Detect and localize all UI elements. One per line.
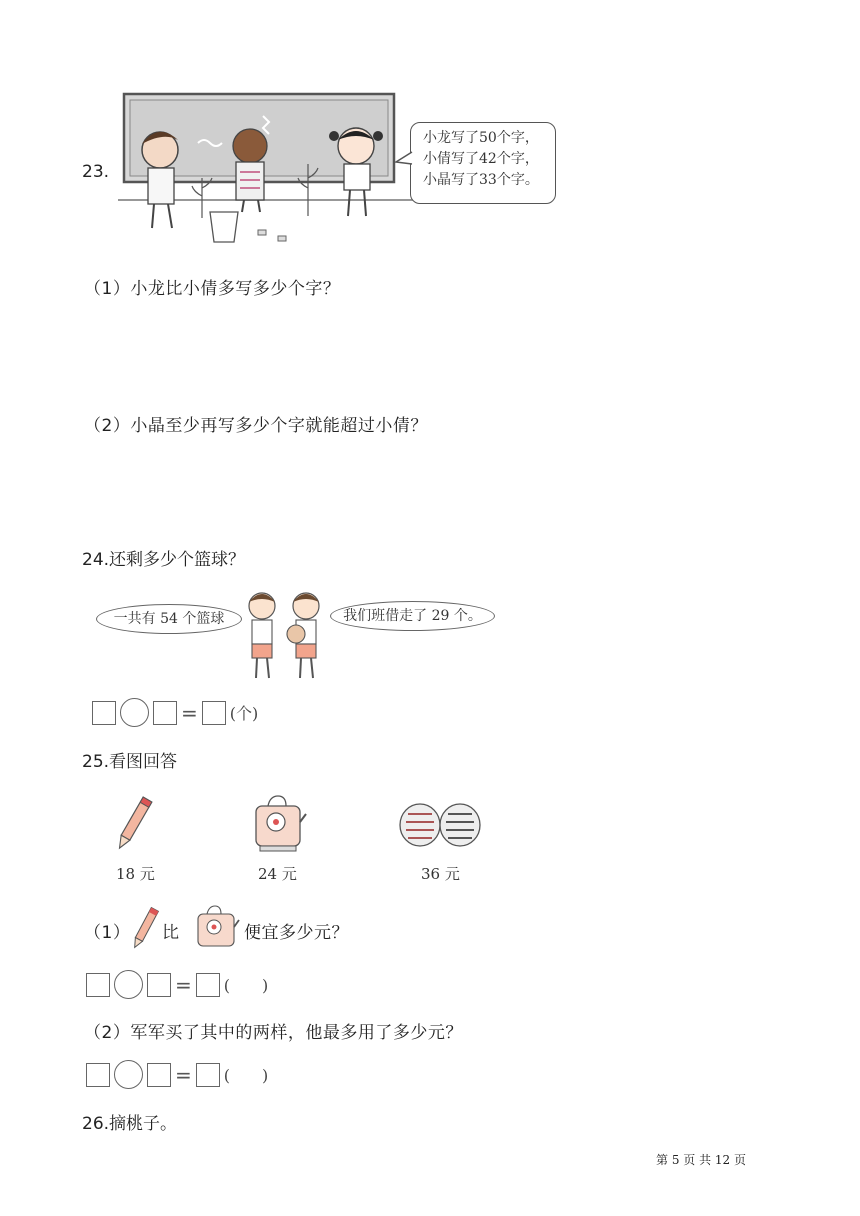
equals-sign: = <box>181 700 198 725</box>
sharpener-icon-small <box>192 902 242 952</box>
answer-box[interactable] <box>196 1063 220 1087</box>
answer-box[interactable] <box>86 1063 110 1087</box>
answer-box[interactable] <box>86 973 110 997</box>
q24-title: 24.还剩多少个篮球？ <box>82 550 246 570</box>
answer-box[interactable] <box>147 1063 171 1087</box>
speech-bubble-tail <box>394 150 414 170</box>
q26-title: 26.摘桃子。 <box>82 1114 178 1134</box>
sharpener-image <box>248 792 310 854</box>
q24-equation <box>92 698 258 727</box>
price-pencil: 18 元 <box>116 865 155 883</box>
equals-sign: = <box>175 972 192 997</box>
q24-bubble-right <box>330 601 495 631</box>
q25-sub1-suffix: 便宜多少元？ <box>244 923 349 943</box>
q25-equation-1 <box>86 970 268 999</box>
answer-box[interactable] <box>196 973 220 997</box>
q25-title: 25.看图回答 <box>82 752 178 772</box>
speech-line-2: 小倩写了42个字， <box>423 151 539 167</box>
q23-sub2: （2）小晶至少再写多少个字就能超过小倩？ <box>84 416 428 436</box>
unit-label: (个) <box>229 704 259 723</box>
answer-box[interactable] <box>202 701 226 725</box>
answer-box[interactable] <box>147 973 171 997</box>
operator-circle[interactable] <box>114 1060 143 1089</box>
q25-sub1-mid: 比 <box>162 923 180 943</box>
speech-line-3: 小晶写了33个字。 <box>423 172 539 188</box>
answer-box[interactable] <box>153 701 177 725</box>
bubble-left-text: 一共有 54 个篮球 <box>113 610 225 627</box>
operator-circle[interactable] <box>120 698 149 727</box>
price-pencil-case: 36 元 <box>421 865 460 883</box>
pencil-case-image <box>398 800 482 850</box>
equals-sign: = <box>175 1062 192 1087</box>
unit-label: ( ) <box>223 976 269 995</box>
q24-bubble-left <box>96 604 242 634</box>
operator-circle[interactable] <box>114 970 143 999</box>
q23-sub1: （1）小龙比小倩多写多少个字？ <box>84 279 341 299</box>
speech-line-1: 小龙写了50个字， <box>423 130 539 146</box>
q25-sub1-prefix: （1） <box>84 923 131 943</box>
page-footer: 第 5 页 共 12 页 <box>656 1153 746 1167</box>
answer-box[interactable] <box>92 701 116 725</box>
q23-number: 23. <box>82 162 110 182</box>
q25-equation-2 <box>86 1060 268 1089</box>
price-sharpener: 24 元 <box>258 865 297 883</box>
q24-boys-illustration <box>236 588 332 684</box>
q23-illustration <box>118 88 418 256</box>
pencil-icon-small <box>130 904 160 952</box>
bubble-right-text: 我们班借走了 29 个。 <box>343 607 482 624</box>
unit-label: ( ) <box>223 1066 269 1085</box>
pencil-image <box>114 792 154 854</box>
q23-speech-bubble <box>410 122 556 204</box>
q25-sub2: （2）军军买了其中的两样，他最多用了多少元？ <box>84 1023 463 1043</box>
